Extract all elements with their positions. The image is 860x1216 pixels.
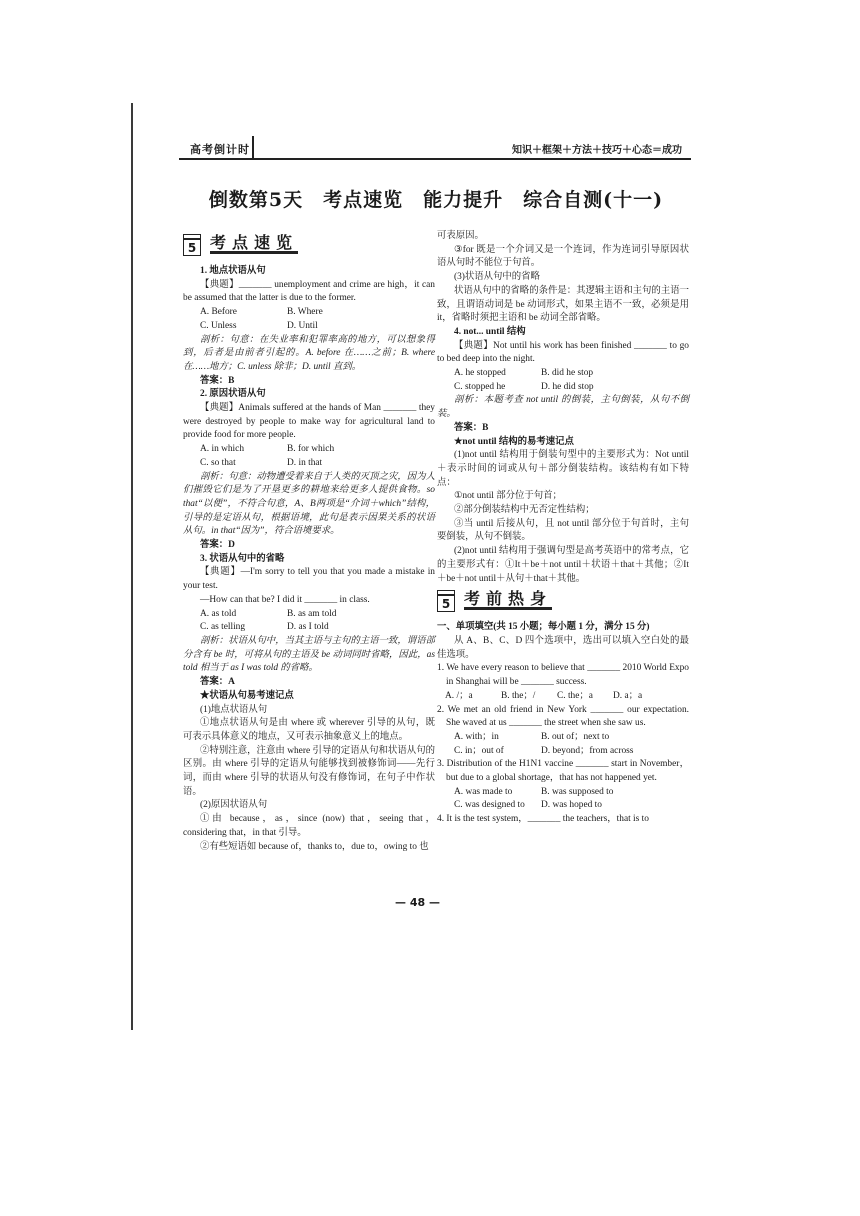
memo-text: (1)not until 结构用于倒装句型中的主要形式为：Not until＋表示时间的词或从句＋部分倒装结构。该结构有如下特点： [437, 450, 689, 488]
question-item: 4. It is the test system，_______ the teachers，that is to [437, 814, 649, 825]
section-title: 考点速览 [210, 233, 299, 253]
example-question: 【典题】_______ unemployment and crime are high，it can be assumed that the latter is due to the former. [183, 279, 435, 304]
memo-text: (1)地点状语从句 [200, 704, 268, 715]
options-row: C. Unless D. Until [200, 320, 318, 331]
answer-text: 答案：D [200, 540, 235, 551]
calendar-icon: 5 [437, 590, 455, 612]
analysis-text: 剖析：句意：在失业率和犯罪率高的地方，可以想象得到，后者是由前者引起的。A. before 在……之前；B. where 在……地方；C. unless 除非；D. until 直到。 [183, 334, 435, 372]
memo-text: (2)not until 结构用于强调句型是高考英语中的常考点，它的主要形式有：①It＋be＋not until＋状语＋that＋其他；②It＋be＋not until＋从句＋that＋其他。 [437, 546, 689, 584]
answer-text: 答案：B [454, 422, 489, 433]
memo-heading: ★状语从句易考速记点 [200, 690, 294, 701]
page-number: — 48 — [395, 896, 440, 909]
topic-heading: 1. 地点状语从句 [200, 266, 266, 276]
options-row: A. in which B. for which [200, 444, 335, 455]
example-question: 【典题】—I'm sorry to tell you that you made a mistake in your test. [183, 567, 435, 592]
memo-text: ①地点状语从句是由 where 或 wherever 引导的从句，既可表示具体意义的地点，又可表示抽象意义上的地点。 [183, 718, 435, 742]
memo-text: ②部分倒装结构中无否定性结构； [454, 505, 595, 516]
exercise-instructions: 从 A、B、C、D 四个选项中，选出可以填入空白处的最佳选项。 [437, 635, 689, 660]
header-motto: 知识＋框架＋方法＋技巧＋心态＝成功 [512, 145, 682, 156]
section-title: 考前热身 [464, 589, 553, 609]
memo-text: ②有些短语如 because of，thanks to，due to，owing to 也 [200, 841, 429, 852]
options-row: C. so that D. in that [200, 457, 323, 468]
section-heading-review [183, 231, 435, 259]
header-separator [252, 136, 254, 158]
topic-heading: 3. 状语从句中的省略 [200, 553, 285, 564]
options-row: A. he stopped B. did he stop [454, 368, 594, 379]
memo-text: (2)原因状语从句 [200, 800, 268, 811]
memo-text: 状语从句中的省略的条件是：其逻辑主语和主句的主语一致，且谓语动词是 be 动词形式，如果主语不一致，必须是用 it，省略时须把主语和 be 动词全部省略。 [437, 285, 689, 324]
answer-text: 答案：A [200, 677, 235, 688]
analysis-text: 剖析：状语从句中，当其主语与主句的主语一致，谓语部分含有 be 时，可将从句的主语及 be 动词同时省略，因此，as told 相当于 as I was told 的省略。 [183, 635, 435, 674]
question-item: 3. Distribution of the H1N1 vaccine _______ start in November，but due to a global shortage，that has not happened yet. [437, 759, 689, 784]
exercise-instructions: 一、单项填空(共 15 小题；每小题 1 分，满分 15 分) [437, 622, 650, 633]
options-row: A. Before B. Where [200, 307, 323, 318]
options-row: A. /；a B. the；/ C. the；a D. a；a [445, 690, 643, 701]
right-column [437, 230, 689, 827]
analysis-text: 剖析：本题考查 not until 的倒装，主句倒装，从句不倒装。 [437, 395, 689, 420]
memo-heading: ★not until 结构的易考速记点 [454, 436, 574, 447]
example-question: —How can that be? I did it _______ in class. [200, 594, 370, 605]
binding-margin-line [131, 103, 133, 1030]
page-title: 倒数第5天 考点速览 能力提升 综合自测(十一) [208, 189, 664, 211]
memo-text: ③for 既是一个介词又是一个连词，作为连词引导原因状语从句时不能位于句首。 [437, 244, 689, 269]
options-row: A. as told B. as am told [200, 608, 337, 619]
header-left-label: 高考倒计时 [190, 143, 250, 156]
topic-heading: 4. not... until 结构 [454, 326, 526, 337]
calendar-icon: 5 [183, 234, 201, 256]
options-row: C. as telling D. as I told [200, 622, 329, 633]
options-row: C. was designed to D. was hoped to [454, 800, 602, 811]
memo-text: (3)状语从句中的省略 [454, 272, 540, 283]
question-item: 2. We met an old friend in New York _______ our expectation. She waved at us _______ the street when she saw us. [437, 704, 689, 729]
example-question: 【典题】Animals suffered at the hands of Man _______ they were destroyed by people to make way for agricultural land to provide food for more people. [183, 403, 435, 441]
memo-text: ②特别注意，注意由 where 引导的定语从句和状语从句的区别。由 where 引导的定语从句能够找到被修饰词——先行词，而由 where 引导的状语从句没有修饰词，在句子中作状语。 [183, 745, 435, 797]
section-heading-warmup [437, 587, 689, 615]
options-row: A. was made to B. was supposed to [454, 786, 614, 797]
options-row: A. with；in B. out of；next to [454, 731, 610, 742]
memo-text: ③当 until 后接从句，且 not until 部分位于句首时，主句要倒装，从句不倒装。 [437, 518, 689, 543]
options-row: C. stopped he D. he did stop [454, 381, 594, 392]
continued-text: 可表原因。 [437, 231, 484, 241]
left-column [183, 230, 435, 854]
memo-text: ①由 because，as，since (now) that，seeing that，considering that，in that 引导。 [183, 814, 435, 838]
example-question: 【典题】Not until his work has been finished _______ to go to bed deep into the night. [437, 340, 689, 365]
question-item: 1. We have every reason to believe that _______ 2010 World Expo in Shanghai will be _______ success. [437, 663, 689, 688]
analysis-text: 剖析：句意：动物遭受着来自于人类的灭顶之灾，因为人们摧毁它们是为了开垦更多的耕地来给更多人提供食物。so that“以便”，不符合句意，A、B两项是“介词＋which”结构，引导的是定语从句，根据语境，此句是表示因果关系的状语从句。in that“因为”，符合语境要求。 [183, 471, 435, 537]
header-rule [179, 158, 691, 160]
options-row: C. in；out of D. beyond；from across [454, 745, 634, 756]
memo-text: ①not until 部分位于句首； [454, 491, 562, 502]
topic-heading: 2. 原因状语从句 [200, 389, 266, 400]
answer-text: 答案：B [200, 375, 235, 386]
